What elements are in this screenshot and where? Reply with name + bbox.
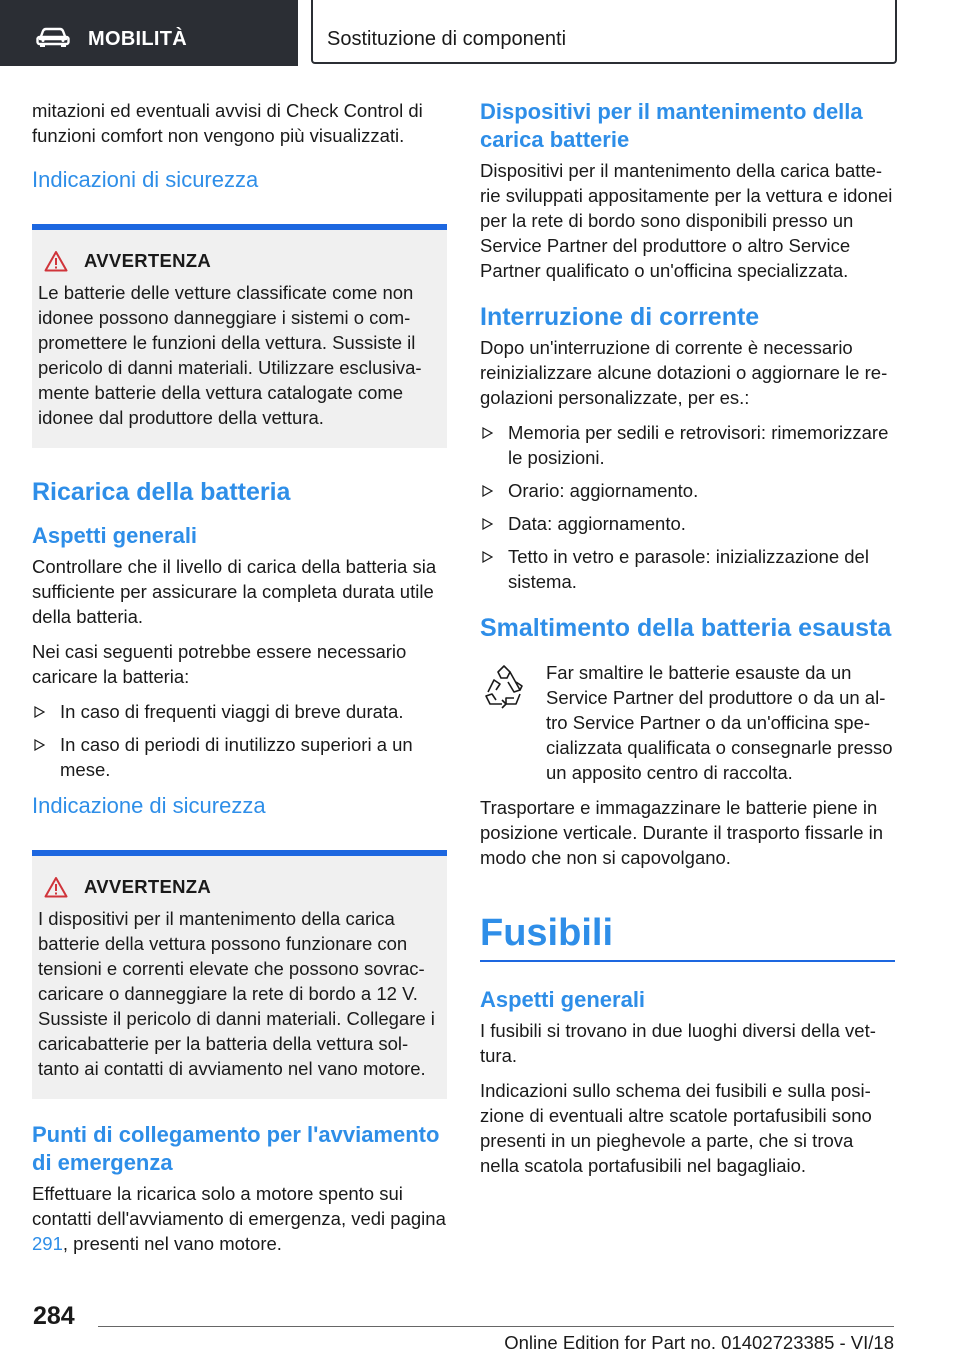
general-paragraph-2: Nei casi seguenti potrebbe essere necessario caricare la batteria: [32, 641, 407, 687]
car-icon [36, 27, 70, 47]
warning-triangle-icon [44, 250, 68, 272]
power-bullet-list [480, 420, 895, 594]
right-column [480, 98, 895, 1188]
section-tab[interactable] [0, 0, 298, 66]
charge-bullet-list [32, 699, 447, 782]
left-column [32, 98, 447, 1266]
charge-heading: Ricarica della batteria [32, 478, 291, 506]
list-item: Orario: aggiornamento. [480, 478, 895, 503]
bullet-triangle-icon [34, 739, 45, 751]
list-item: In caso di periodi di inutilizzo superiori a un mese. [32, 732, 447, 782]
safety2-heading: Indicazione di sicurezza [32, 793, 266, 818]
page-link[interactable]: 291 [32, 1233, 63, 1254]
list-item: Memoria per sedili e retrovisori: rimemorizzare le posizioni. [480, 420, 895, 470]
bullet-triangle-icon [482, 551, 493, 563]
fuses-general-heading: Aspetti generali [480, 987, 646, 1012]
warning-title: AVVERTENZA [84, 876, 212, 897]
disposal-heading: Smaltimento della batteria esausta [480, 614, 892, 642]
edition-text: Online Edition for Part no. 01402723385 - VI/18 [504, 1332, 894, 1353]
footer-divider [98, 1326, 894, 1327]
intro-paragraph: mitazioni ed eventuali avvisi di Check Control di funzioni comfort non vengono più visualizzati. [32, 100, 423, 146]
general-heading: Aspetti generali [32, 523, 198, 548]
disposal-paragraph: Far smaltire le batterie esauste da un Service Partner del produttore o da un altro Service Partner o da un'officina specializzata qualificata o consegnarle presso un apposito centro di raccolta. [546, 662, 893, 783]
warning-text: I dispositivi per il mantenimento della carica batterie della vettura possono funzionare con tensioni e correnti elevate che possono sovraccaricare o danneggiare la rete di bordo a 12 V. Sussiste il pericolo di danni materiali. Collegare i caricabatterie per la batteria della vettura soltanto ai contatti di avviamento nel vano motore. [38, 908, 435, 1079]
jump-start-paragraph: Effettuare la ricarica solo a motore spento sui contatti dell'avviamento di emergenza, vedi pagina 291, presenti nel vano motore. [32, 1183, 446, 1254]
bullet-triangle-icon [482, 485, 493, 497]
fuses-heading: Fusibili [480, 910, 895, 962]
general-paragraph-1: Controllare che il livello di carica della batteria sia sufficiente per assicurare la completa durata utile della batteria. [32, 556, 437, 627]
fuses-paragraph-1: I fusibili si trovano in due luoghi diversi della vettura. [480, 1020, 876, 1066]
bullet-triangle-icon [482, 427, 493, 439]
page-footer [0, 1300, 960, 1362]
warning-box [32, 224, 447, 448]
chapter-label: Sostituzione di componenti [327, 28, 567, 50]
bullet-triangle-icon [482, 518, 493, 530]
power-heading: Interruzione di corrente [480, 303, 760, 331]
power-paragraph: Dopo un'interruzione di corrente è necessario reinizializzare alcune dotazioni o aggiornare le regolazioni personalizzate, per es.: [480, 337, 888, 408]
jump-start-heading: Punti di collegamento per l'avviamento di emergenza [32, 1122, 440, 1175]
fuses-paragraph-2: Indicazioni sullo schema dei fusibili e sulla posizione di eventuali altre scatole portafusibili sono presenti in un pieghevole a parte, che si trova nella scatola portafusibili nel bagagliaio. [480, 1080, 872, 1176]
warning-title: AVVERTENZA [84, 250, 212, 271]
list-item: In caso di frequenti viaggi di breve durata. [32, 699, 447, 724]
safety-heading: Indicazioni di sicurezza [32, 167, 259, 192]
warning-box [32, 850, 447, 1099]
disposal-block [480, 660, 895, 795]
disposal-paragraph-2: Trasportare e immagazzinare le batterie piene in posizione verticale. Durante il trasporto fissarle in modo che non si capovolgano. [480, 797, 884, 868]
warning-triangle-icon [44, 876, 68, 898]
list-item: Data: aggiornamento. [480, 511, 895, 536]
list-item: Tetto in vetro e parasole: inizializzazione del sistema. [480, 544, 895, 594]
maintainer-paragraph: Dispositivi per il mantenimento della carica batterie sviluppati appositamente per la vettura e idonei per la rete di bordo sono disponibili presso un Service Partner del produttore o altro Service Partner qualificato o un'officina specializzata. [480, 160, 893, 281]
warning-text: Le batterie delle vetture classificate come non idonee possono danneggiare i sistemi o compromettere le funzioni della vettura. Sussiste il pericolo di danni materiali. Utilizzare esclusivamente batterie della vettura catalogate come idonee dal produttore della vettura. [38, 282, 422, 428]
section-label: MOBILITÀ [88, 28, 188, 50]
page-number: 284 [33, 1302, 75, 1330]
chapter-tab[interactable] [311, 0, 897, 64]
bullet-triangle-icon [34, 706, 45, 718]
recycle-icon [480, 664, 528, 712]
page-header [0, 0, 960, 66]
maintainer-heading: Dispositivi per il mantenimento della carica batterie [480, 99, 863, 152]
